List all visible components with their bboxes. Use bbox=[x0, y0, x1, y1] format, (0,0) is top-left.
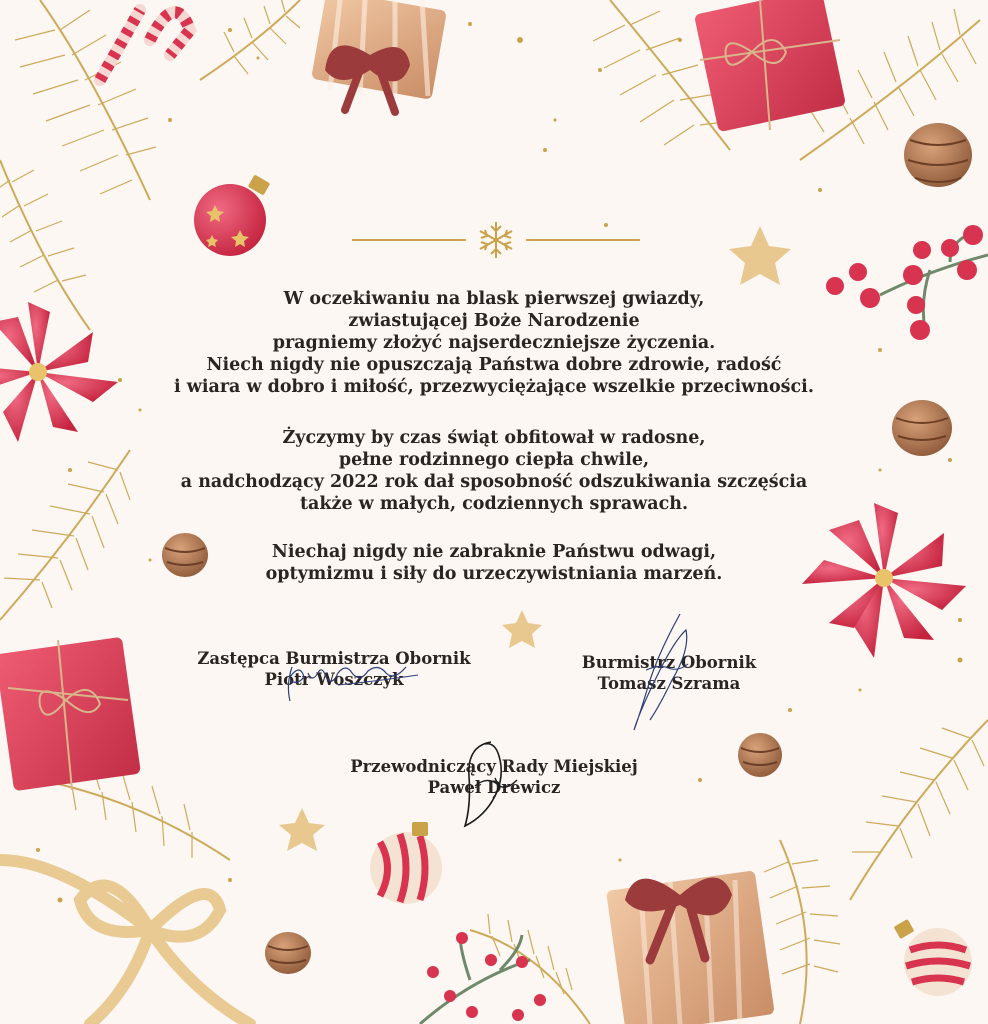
greeting-line: pełne rodzinnego ciepła chwile, bbox=[338, 450, 650, 470]
greeting-line: a nadchodzący 2022 rok dał sposobność odszukiwania szczęścia bbox=[180, 472, 808, 492]
gold-fern-icon bbox=[764, 840, 840, 1024]
greeting-line: W oczekiwaniu na blask pierwszej gwiazdy, bbox=[283, 289, 705, 309]
signatory-name: Paweł Drewicz bbox=[427, 778, 561, 797]
greeting-line: Życzymy by czas świąt obfitował w radosne, bbox=[282, 428, 706, 448]
star-icon bbox=[729, 226, 791, 285]
gold-fern-icon bbox=[470, 914, 590, 1024]
pinecone-icon bbox=[738, 733, 782, 777]
candy-cane-icon bbox=[100, 10, 190, 80]
greeting-line: Niechaj nigdy nie zabraknie Państwu odwagi, bbox=[271, 542, 717, 562]
bauble-icon bbox=[370, 822, 442, 904]
greeting-line: także w małych, codziennych sprawach. bbox=[299, 494, 689, 514]
berry-branch-icon bbox=[420, 932, 546, 1024]
handwritten-signature-deputy bbox=[278, 655, 428, 705]
greeting-line: i wiara w dobro i miłość, przezwyciężające wszelkie przeciwności. bbox=[174, 377, 814, 397]
greeting-paragraph-3 bbox=[0, 541, 988, 585]
greeting-line: optymizmu i siły do urzeczywistniania marzeń. bbox=[265, 564, 723, 584]
pinecone-icon bbox=[265, 932, 311, 974]
signatory-role: Burmistrz Obornik bbox=[581, 653, 757, 672]
star-icon bbox=[502, 610, 542, 648]
greeting-line: pragniemy złożyć najserdeczniejsze życzenia. bbox=[272, 333, 716, 353]
handwritten-signature-council-chair bbox=[455, 736, 525, 831]
greeting-line: zwiastującej Boże Narodzenie bbox=[348, 311, 640, 331]
greeting-line: Niech nigdy nie opuszczają Państwa dobre zdrowie, radość bbox=[206, 355, 782, 375]
gift-box-icon bbox=[0, 637, 141, 791]
greeting-paragraph-1 bbox=[0, 288, 988, 398]
snowflake-divider-icon bbox=[352, 220, 640, 260]
bauble-icon bbox=[194, 174, 270, 256]
signatory-name: Tomasz Szrama bbox=[597, 674, 741, 693]
gift-box-icon bbox=[311, 0, 447, 112]
pinecone-icon bbox=[904, 123, 972, 187]
signatory-role: Przewodniczący Rady Miejskiej bbox=[350, 757, 638, 776]
star-icon bbox=[279, 808, 325, 851]
gift-box-icon bbox=[694, 0, 846, 132]
signatory-role: Zastępca Burmistrza Obornik bbox=[197, 649, 471, 668]
handwritten-signature-mayor bbox=[620, 610, 700, 735]
signatory-name: Piotr Woszczyk bbox=[264, 670, 404, 689]
greeting-paragraph-2 bbox=[0, 427, 988, 515]
bauble-icon bbox=[894, 919, 972, 996]
ribbon-bow-icon bbox=[0, 860, 250, 1024]
gold-fern-icon bbox=[850, 720, 988, 900]
gift-box-icon bbox=[606, 870, 775, 1024]
gold-fern-icon bbox=[200, 0, 300, 80]
